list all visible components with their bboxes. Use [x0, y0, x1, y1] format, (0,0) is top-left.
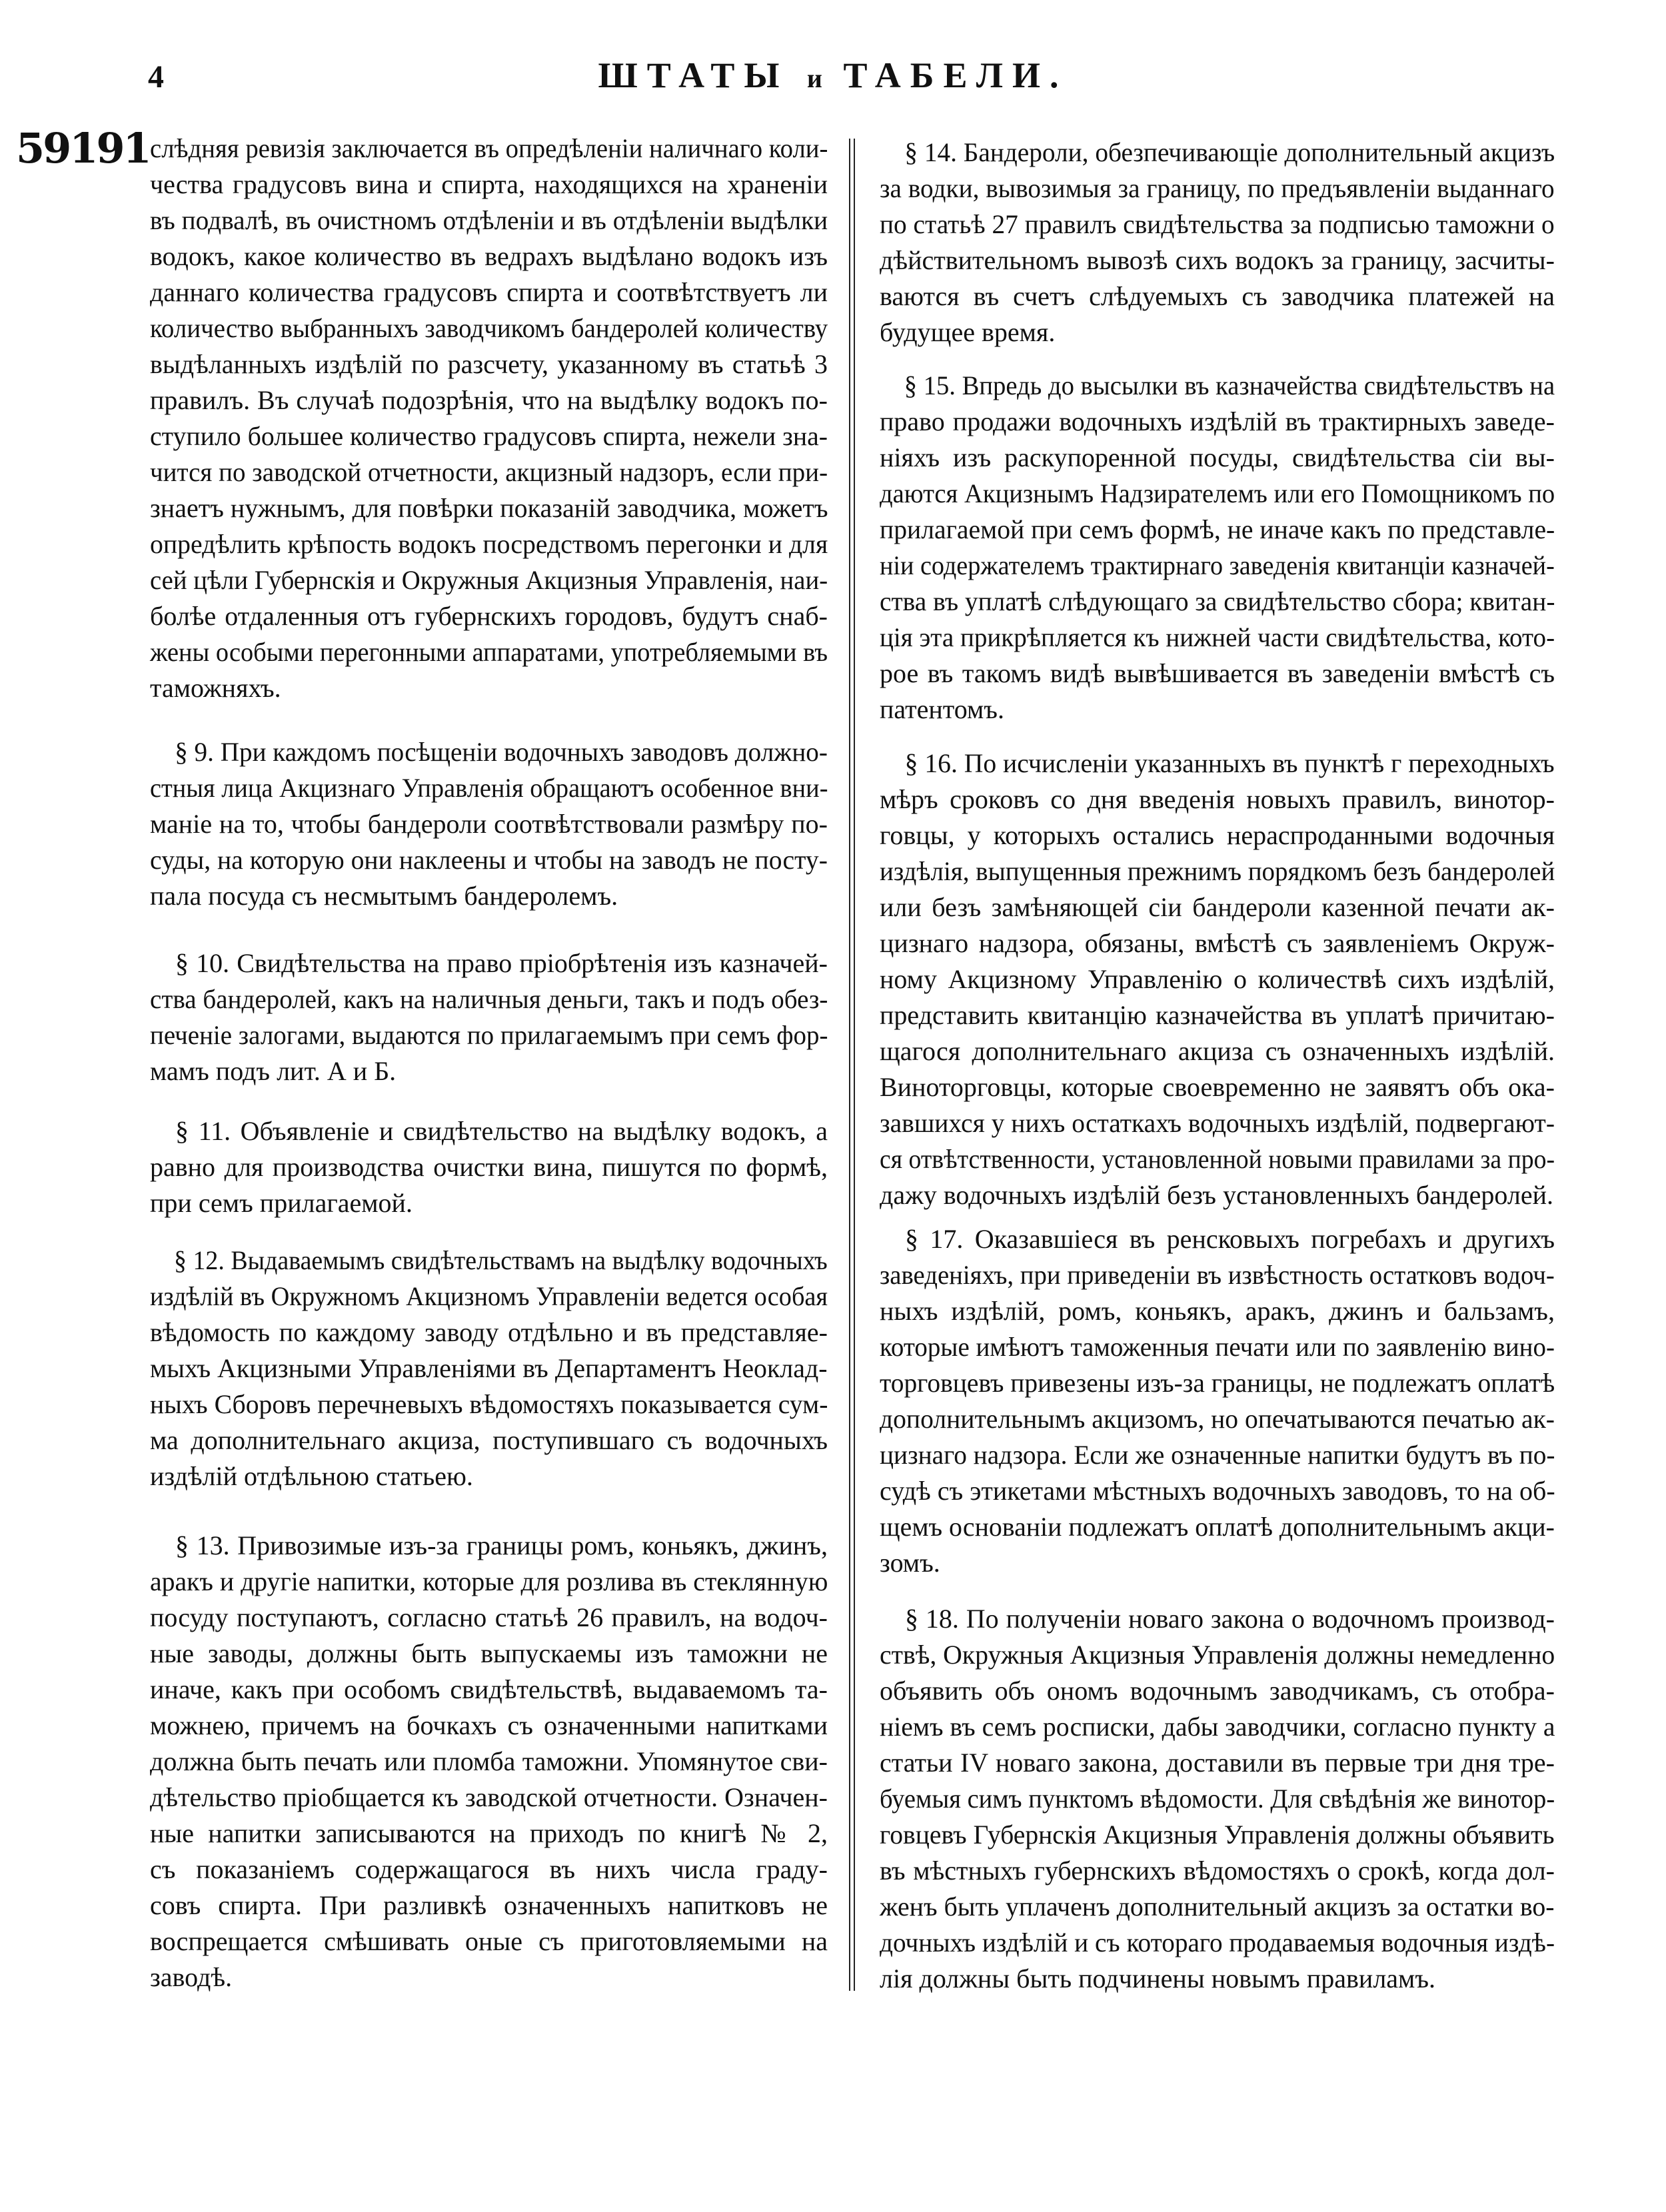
paragraph	[880, 1221, 1555, 1581]
text-line: пала посуда съ несмытымъ бандеролемъ.	[150, 881, 618, 911]
text-line: мѣръ сроковъ со дня введенія новыхъ правилъ, винотор-	[880, 784, 1555, 814]
paragraph	[150, 1528, 828, 1995]
paragraph	[150, 945, 828, 1089]
text-line: ніи содержателемъ трактирнаго заведенія квитанціи казначей-	[880, 550, 1555, 580]
paragraph	[880, 746, 1555, 1213]
text-line: правилъ. Въ случаѣ подозрѣнія, что на выдѣлку водокъ по-	[150, 385, 828, 415]
paragraph	[150, 1243, 828, 1494]
text-line: таможняхъ.	[150, 673, 281, 703]
text-line: издѣлія, выпущенныя прежнимъ порядкомъ безъ бандеролей	[880, 856, 1555, 886]
text-line: въ мѣстныхъ губернскихъ вѣдомостяхъ о срокѣ, когда дол-	[880, 1856, 1555, 1886]
text-line: дажу водочныхъ издѣлій безъ установленныхъ бандеролей.	[880, 1180, 1553, 1210]
text-line: § 18. По полученіи новаго закона о водочномъ производ-	[905, 1604, 1555, 1634]
text-line: рое въ такомъ видѣ вывѣшивается въ заведеніи вмѣстѣ съ	[880, 658, 1555, 688]
text-line: чится по заводской отчетности, акцизный надзоръ, если при-	[150, 457, 828, 487]
text-line: статьи IV новаго закона, доставили въ первые три дня тре-	[880, 1748, 1555, 1778]
paragraph	[150, 1113, 828, 1221]
text-line: ные напитки записываются на приходъ по книгѣ № 2,	[150, 1818, 828, 1848]
text-line: посуду поступаютъ, согласно статьѣ 26 правилъ, на водоч-	[150, 1602, 828, 1632]
text-line: мамъ подъ лит. А и Б.	[150, 1056, 397, 1086]
text-line: § 16. По исчисленіи указанныхъ въ пунктѣ г переходныхъ	[904, 748, 1555, 778]
paragraph	[880, 1601, 1555, 1997]
text-line: представить квитанцію казначейства въ уплатѣ причитаю-	[880, 1000, 1555, 1030]
text-line: § 9. При каждомъ посѣщеніи водочныхъ заводовъ должно-	[175, 737, 828, 767]
text-line: ства въ уплатѣ слѣдующаго за свидѣтельство сбора; квитан-	[880, 586, 1555, 616]
text-line: ные заводы, должны быть выпускаемы изъ таможни не	[150, 1638, 828, 1668]
text-line: должна быть печать или пломба таможни. Упомянутое сви-	[150, 1746, 828, 1776]
text-line: ніемъ въ семъ росписки, дабы заводчики, согласно пункту а	[880, 1712, 1555, 1742]
text-line: съ показаніемъ содержащагося въ нихъ числа граду-	[150, 1854, 828, 1884]
paragraph	[880, 135, 1555, 350]
text-line: ніяхъ изъ раскупоренной посуды, свидѣтельства сіи вы-	[880, 442, 1555, 472]
text-line: чества градусовъ вина и спирта, находящихся на храненіи	[150, 169, 828, 199]
text-line: количество выбранныхъ заводчикомъ бандеролей количеству	[150, 313, 828, 343]
text-line: дочныхъ издѣлій и съ котораго продаваемыя водочныя издѣ-	[880, 1928, 1555, 1957]
text-line: § 11. Объявленіе и свидѣтельство на выдѣлку водокъ, а	[175, 1116, 828, 1146]
text-line: по статьѣ 27 правилъ свидѣтельства за подписью таможни о	[880, 209, 1555, 239]
text-line: заведеніяхъ, при приведеніи въ извѣстность остатковъ водоч-	[880, 1260, 1555, 1290]
text-line: щагося дополнительнаго акциза съ означенныхъ издѣлій.	[880, 1036, 1555, 1066]
text-line: завшихся у нихъ остаткахъ водочныхъ издѣлій, подвергают-	[880, 1108, 1555, 1138]
text-line: ному Акцизному Управленію о количествѣ сихъ издѣлій,	[880, 964, 1555, 994]
text-line: равно для производства очистки вина, пишутся по формѣ,	[150, 1152, 828, 1182]
paragraph	[150, 734, 828, 914]
text-line: торговцевъ привезены изъ-за границы, не подлежатъ оплатѣ	[880, 1368, 1555, 1398]
title-part1: ШТАТЫ	[598, 55, 789, 95]
text-line: знаетъ нужнымъ, для повѣрки показаній заводчика, можетъ	[150, 493, 828, 523]
text-line: вѣдомость по каждому заводу отдѣльно и въ представляе-	[150, 1317, 828, 1347]
text-line: лія должны быть подчинены новымъ правиламъ.	[880, 1963, 1436, 1993]
text-line: ваются въ счетъ слѣдуемыхъ съ заводчика платежей на	[880, 281, 1555, 311]
text-line: жены особыми перегонными аппаратами, употребляемыми въ	[150, 637, 828, 667]
paragraph	[880, 368, 1555, 728]
text-line: § 15. Впредь до высылки въ казначейства свидѣтельствъ на	[904, 370, 1555, 400]
text-line: ма дополнительнаго акциза, поступившаго съ водочныхъ	[150, 1425, 828, 1455]
text-line: говцевъ Губернскія Акцизныя Управленія должны объявить	[880, 1820, 1555, 1850]
text-line: дополнительнымъ акцизомъ, но опечатываются печатью ак-	[880, 1404, 1555, 1434]
margin-reference-number: 59191	[16, 124, 150, 173]
paragraph	[150, 131, 828, 706]
text-line: можнею, причемъ на бочкахъ съ означенными напитками	[150, 1710, 828, 1740]
text-line: буемыя симъ пунктомъ вѣдомости. Для свѣдѣнія же винотор-	[880, 1784, 1555, 1814]
text-line: печеніе залогами, выдаются по прилагаемымъ при семъ фор-	[150, 1020, 828, 1050]
text-line: даются Акцизнымъ Надзирателемъ или его Помощникомъ по	[880, 478, 1555, 508]
text-line: въ подвалѣ, въ очистномъ отдѣленіи и въ отдѣленіи выдѣлки	[150, 205, 828, 235]
title-part2: ТАБЕЛИ.	[843, 55, 1068, 95]
text-line: суды, на которую они наклеены и чтобы на заводъ не посту-	[150, 845, 828, 875]
text-line: § 14. Бандероли, обезпечивающіе дополнительный акцизъ	[904, 137, 1555, 167]
text-line: § 17. Оказавшіеся въ ренсковыхъ погребахъ и другихъ	[905, 1224, 1555, 1254]
text-line: объявить объ ономъ водочнымъ заводчикамъ, съ отобра-	[880, 1676, 1555, 1706]
text-line: за водки, вывозимыя за границу, по предъявленіи выданнаго	[880, 173, 1555, 203]
text-line: стныя лица Акцизнаго Управленія обращаютъ особенное вни-	[150, 773, 828, 803]
text-line: дѣтельство пріобщается къ заводской отчетности. Означен-	[150, 1782, 828, 1812]
text-line: сей цѣли Губернскія и Окружныя Акцизныя Управленія, наи-	[150, 565, 828, 595]
text-line: цизнаго надзора, обязаны, вмѣстѣ съ заявленіемъ Окруж-	[880, 928, 1555, 958]
text-line: женъ быть уплаченъ дополнительный акцизъ за остатки во-	[880, 1892, 1555, 1922]
text-line: выдѣланныхъ издѣлій по разсчету, указанному въ статьѣ 3	[150, 349, 828, 379]
text-line: слѣдняя ревизія заключается въ опредѣленіи наличнаго коли-	[150, 133, 828, 163]
title-conjunction: и	[806, 63, 825, 93]
text-line: щемъ основаніи подлежатъ оплатѣ дополнительнымъ акци-	[880, 1512, 1555, 1542]
running-title	[586, 55, 1080, 96]
text-line: патентомъ.	[880, 694, 1004, 724]
text-line: ныхъ Сборовъ перечневыхъ вѣдомостяхъ показывается сум-	[150, 1389, 828, 1419]
text-line: мыхъ Акцизными Управленіями въ Департаментъ Неоклад-	[150, 1353, 828, 1383]
text-line: иначе, какъ при особомъ свидѣтельствѣ, выдаваемомъ та-	[150, 1674, 828, 1704]
text-line: судѣ съ этикетами мѣстныхъ водочныхъ заводовъ, то на об-	[880, 1476, 1555, 1506]
text-line: водокъ, какое количество въ ведрахъ выдѣлано водокъ изъ	[150, 241, 828, 271]
text-line: зомъ.	[880, 1548, 940, 1578]
text-line: § 13. Привозимые изъ-за границы ромъ, коньякъ, джинъ,	[175, 1530, 828, 1560]
text-line: прилагаемой при семъ формѣ, не иначе какъ по представле-	[880, 514, 1555, 544]
text-line: совъ спирта. При разливкѣ означенныхъ напитковъ не	[150, 1890, 828, 1920]
text-line: при семъ прилагаемой.	[150, 1188, 413, 1218]
text-line: даннаго количества градусовъ спирта и соотвѣтствуетъ ли	[150, 277, 828, 307]
text-line: маніе на то, чтобы бандероли соотвѣтствовали размѣру по-	[150, 809, 828, 839]
text-line: говцы, у которыхъ остались нераспроданными водочныя	[880, 820, 1555, 850]
text-line: право продажи водочныхъ издѣлій въ трактирныхъ заведе-	[880, 406, 1555, 436]
page-number: 4	[148, 59, 164, 95]
text-line: опредѣлить крѣпость водокъ посредствомъ перегонки и для	[150, 529, 828, 559]
text-line: воспрещается смѣшивать оные съ приготовляемыми на	[150, 1926, 828, 1956]
text-line: ства бандеролей, какъ на наличныя деньги, такъ и подъ обез-	[150, 984, 828, 1014]
text-line: будущее время.	[880, 317, 1056, 347]
text-line: цизнаго надзора. Если же означенные напитки будутъ въ по-	[880, 1440, 1555, 1470]
text-line: ствѣ, Окружныя Акцизныя Управленія должны немедленно	[880, 1640, 1555, 1670]
text-line: ція эта прикрѣпляется къ нижней части свидѣтельства, кото-	[880, 622, 1555, 652]
text-line: издѣлій въ Окружномъ Акцизномъ Управленіи ведется особая	[150, 1281, 828, 1311]
text-line: дѣйствительномъ вывозѣ сихъ водокъ за границу, засчиты-	[880, 245, 1555, 275]
text-line: § 12. Выдаваемымъ свидѣтельствамъ на выдѣлку водочныхъ	[174, 1245, 828, 1275]
text-line: аракъ и другіе напитки, которые для розлива въ стеклянную	[150, 1566, 828, 1596]
column-divider	[849, 139, 855, 1991]
text-line: Виноторговцы, которые своевременно не заявятъ объ ока-	[880, 1072, 1555, 1102]
text-line: ступило большее количество градусовъ спирта, нежели зна-	[150, 421, 828, 451]
text-line: заводѣ.	[150, 1962, 233, 1992]
text-line: болѣе отдаленныя отъ губернскихъ городовъ, будутъ снаб-	[150, 601, 828, 631]
text-line: или безъ замѣняющей сіи бандероли казенной печати ак-	[880, 892, 1555, 922]
text-line: которые имѣютъ таможенныя печати или по заявленію вино-	[880, 1332, 1555, 1362]
text-line: издѣлій отдѣльною статьею.	[150, 1461, 473, 1491]
text-line: ся отвѣтственности, установленной новыми правилами за про-	[880, 1144, 1555, 1174]
text-line: § 10. Свидѣтельства на право пріобрѣтенія изъ казначей-	[175, 948, 828, 978]
text-line: ныхъ издѣлій, ромъ, коньякъ, аракъ, джинъ и бальзамъ,	[880, 1296, 1555, 1326]
